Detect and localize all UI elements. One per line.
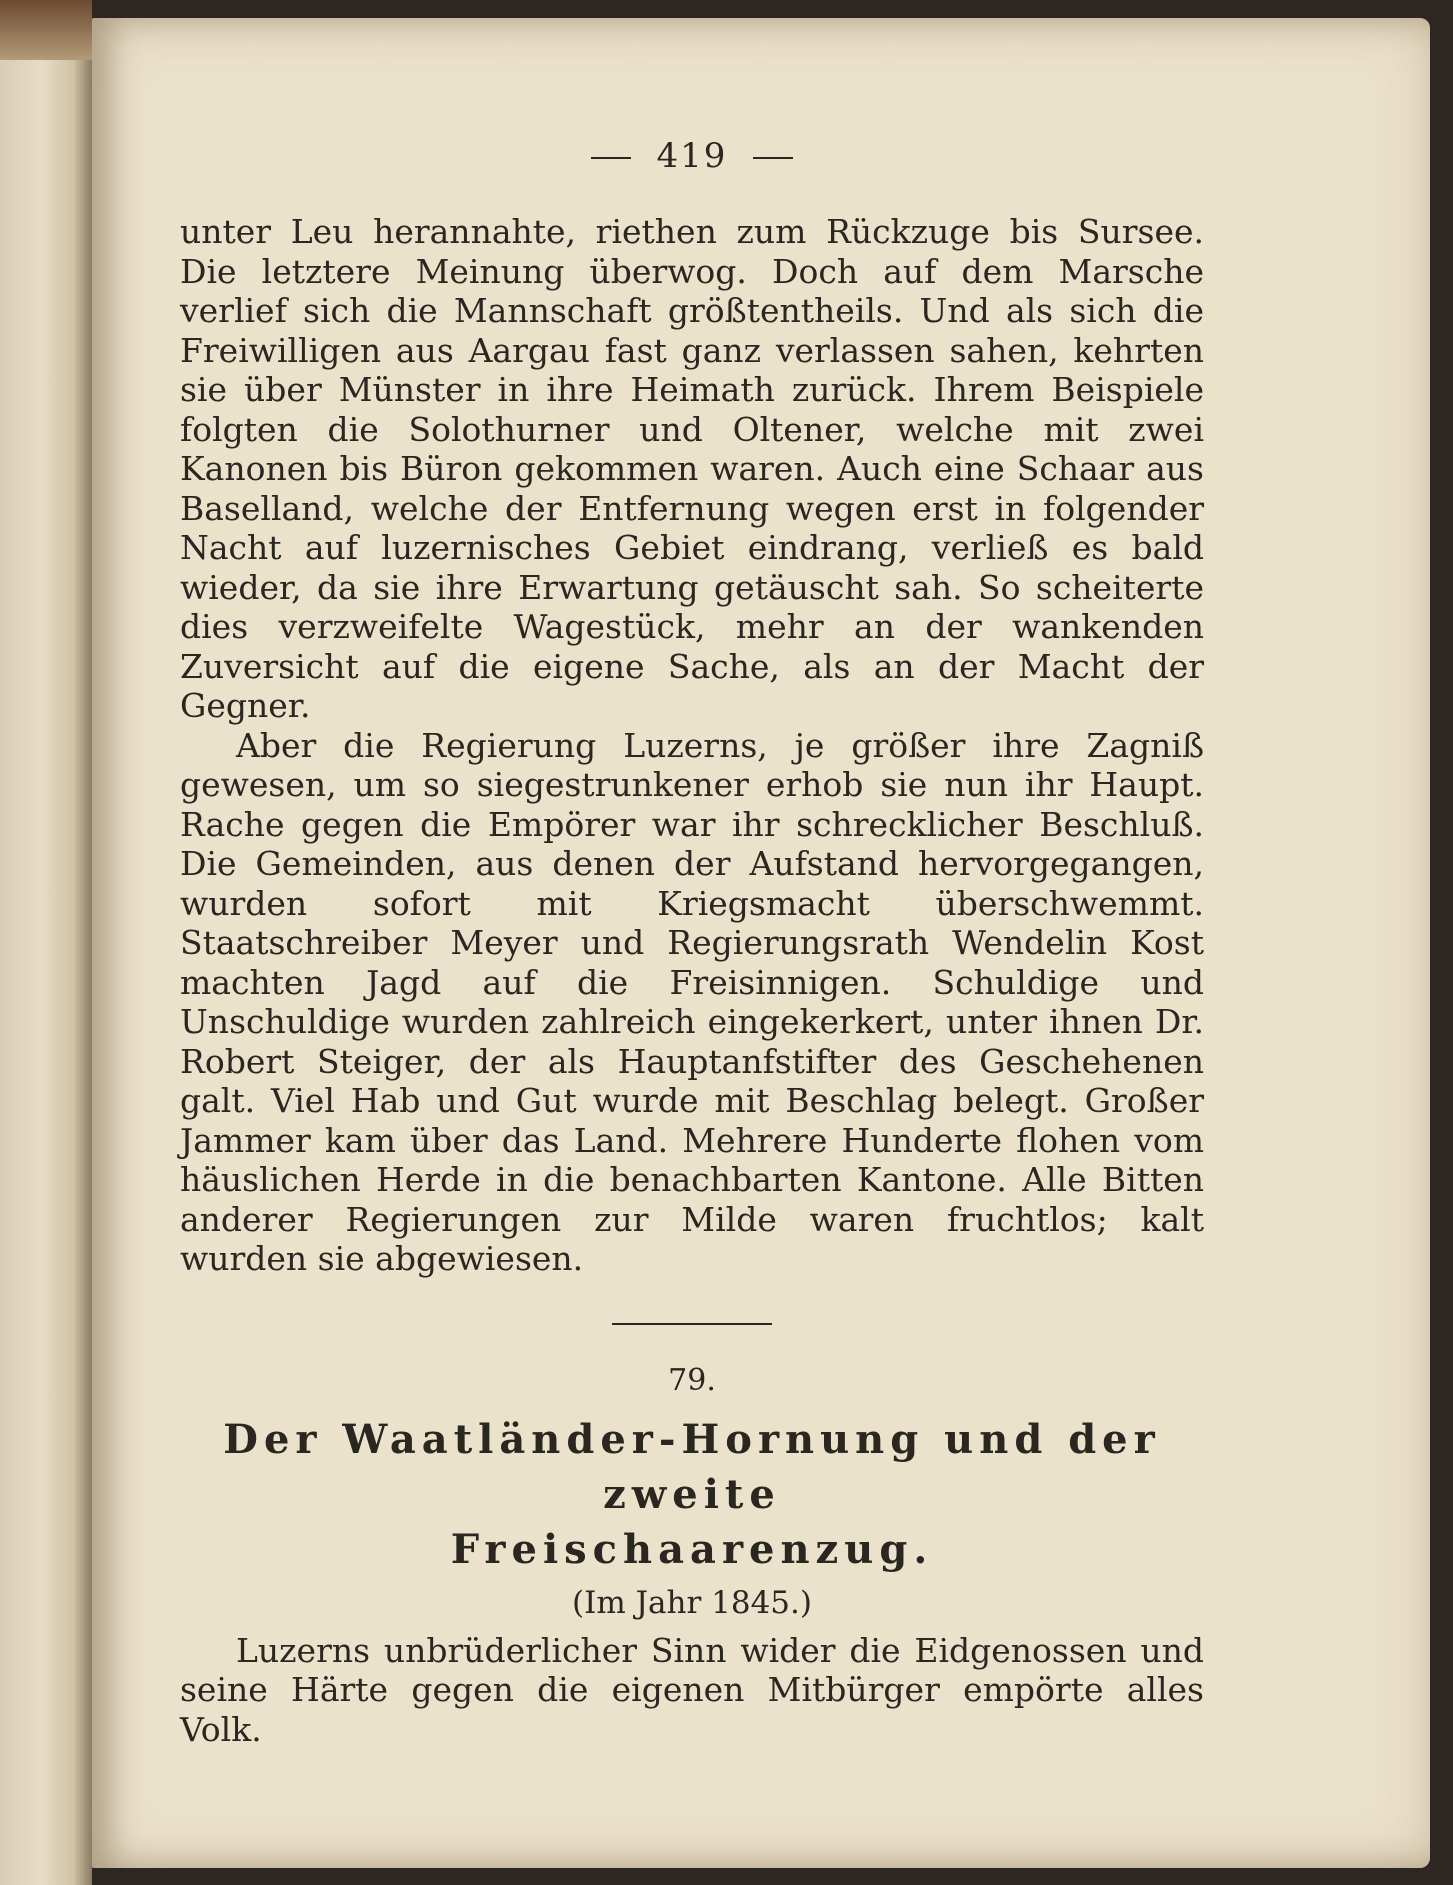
- chapter-year: (Im Jahr 1845.): [572, 1584, 812, 1621]
- page-number: 419: [656, 136, 728, 176]
- page-header: [180, 136, 1204, 176]
- header-dash-left: [591, 157, 631, 159]
- section-divider: [612, 1323, 772, 1325]
- body-paragraph-2: Aber die Regierung Luzerns, je größer ihre Zagniß gewesen, um so siegestrunkener erhob sie nun ihr Haupt. Rache gegen die Empörer war ihr schrecklicher Beschluß. Die Gemeinden, aus denen der Aufstand hervorgegangen, wurden sofort mit Kriegsmacht überschwemmt. Staatschreiber Meyer und Regierungsrath Wendelin Kost machten Jagd auf die Freisinnigen. Schuldige und Unschuldige wurden zahlreich eingekerkert, unter ihnen Dr. Robert Steiger, der als Hauptanfstifter des Geschehenen galt. Viel Hab und Gut wurde mit Beschlag belegt. Großer Jammer kam über das Land. Mehrere Hunderte flohen vom häuslichen Herde in die benachbarten Kantone. Alle Bitten anderer Regierungen zur Milde waren fruchtlos; kalt wurden sie abgewiesen.: [180, 725, 1204, 1278]
- book-page: [92, 18, 1430, 1868]
- chapter-title-line-1: Der Waatländer-Hornung und der zweite: [223, 1415, 1161, 1518]
- page-content: [180, 136, 1204, 1749]
- header-dash-right: [753, 157, 793, 159]
- binding-top: [0, 0, 92, 60]
- body-paragraph-1: unter Leu herannahte, riethen zum Rückzuge bis Sursee. Die letztere Meinung überwog. Doch auf dem Marsche verlief sich die Mannschaft größtentheils. Und als sich die Freiwilligen aus Aargau fast ganz verlassen sahen, kehrten sie über Münster in ihre Heimath zurück. Ihrem Beispiele folgten die Solothurner und Oltener, welche mit zwei Kanonen bis Büron gekommen waren. Auch eine Schaar aus Baselland, welche der Entfernung wegen erst in folgender Nacht auf luzernisches Gebiet eindrang, verließ es bald wieder, da sie ihre Erwartung getäuscht sah. So scheiterte dies verzweifelte Wagestück, mehr an der wankenden Zuversicht auf die eigene Sache, als an der Macht der Gegner.: [180, 212, 1204, 725]
- chapter-title-line-2: Freischaarenzug.: [450, 1525, 934, 1573]
- left-page-edge: [0, 0, 92, 1885]
- chapter-number: 79.: [668, 1362, 716, 1398]
- body-paragraph-3: Luzerns unbrüderlicher Sinn wider die Eidgenossen und seine Härte gegen die eigenen Mitbürger empörte alles Volk.: [180, 1630, 1204, 1749]
